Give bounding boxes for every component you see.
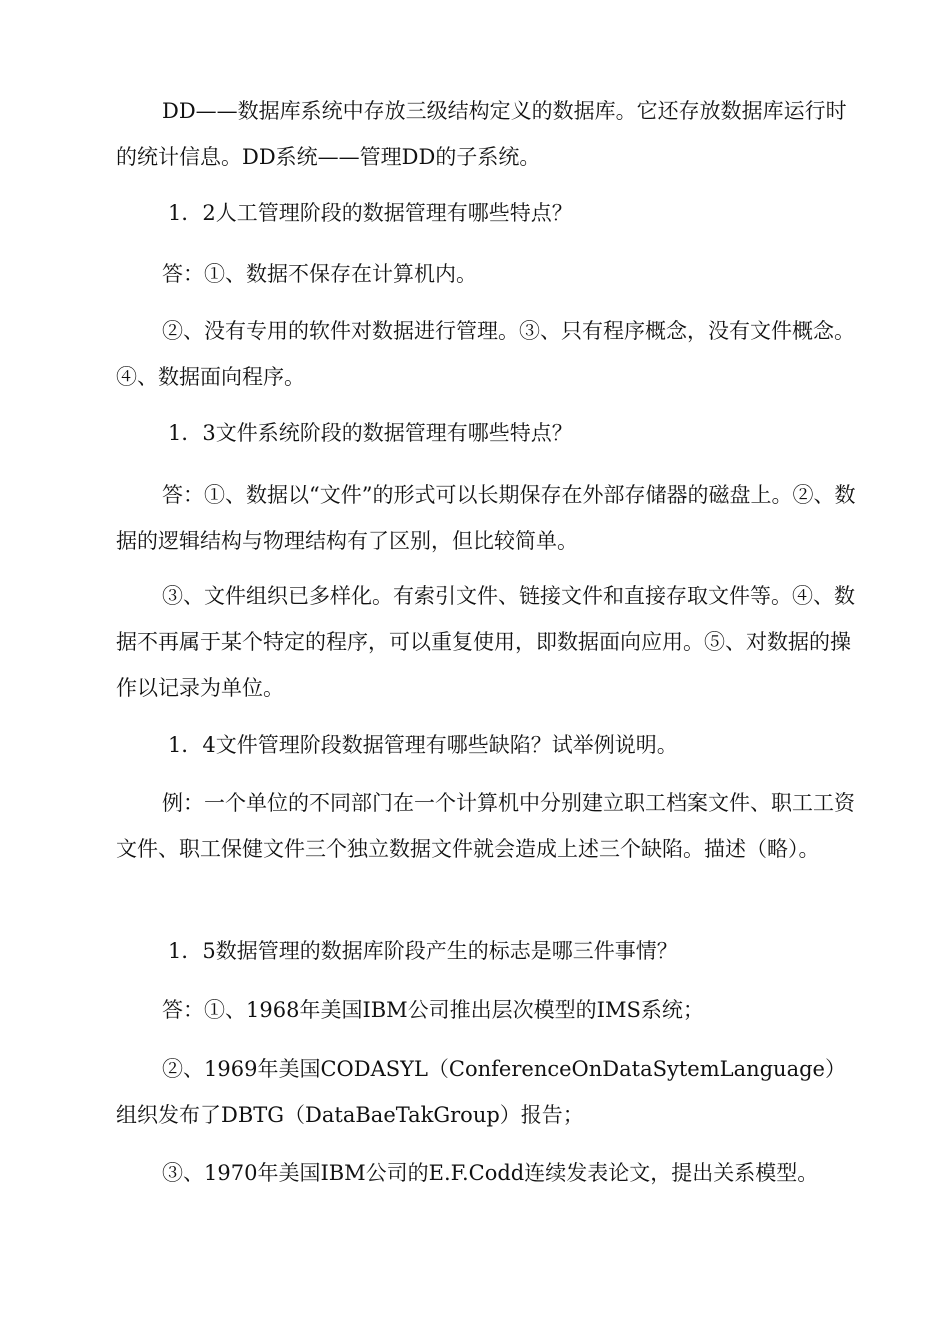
paragraph-answer-1-5-a: 答：①、1968年美国IBM公司推出层次模型的IMS系统； (162, 998, 704, 1022)
question-heading-1-4: 1．4文件管理阶段数据管理有哪些缺陷？试举例说明。 (168, 733, 678, 757)
paragraph-answer-1-2-b: ②、没有专用的软件对数据进行管理。③、只有程序概念，没有文件概念。④、数据面向程序。 (116, 319, 855, 389)
paragraph-answer-1-2-a: 答：①、数据不保存在计算机内。 (162, 262, 477, 286)
question-heading-1-3: 1．3文件系统阶段的数据管理有哪些特点？ (168, 421, 573, 445)
paragraph-example-1-4: 例：一个单位的不同部门在一个计算机中分别建立职工档案文件、职工工资文件、职工保健文件三个独立数据文件就会造成上述三个缺陷。描述（略）。 (116, 791, 855, 861)
paragraph-answer-1-3-a: 答：①、数据以“文件”的形式可以长期保存在外部存储器的磁盘上。②、数据的逻辑结构与物理结构有了区别，但比较简单。 (116, 483, 856, 553)
paragraph-answer-1-5-c: ③、1970年美国IBM公司的E.F.Codd连续发表论文，提出关系模型。 (162, 1161, 819, 1185)
paragraph-answer-1-3-b: ③、文件组织已多样化。有索引文件、链接文件和直接存取文件等。④、数据不再属于某个特定的程序，可以重复使用，即数据面向应用。⑤、对数据的操作以记录为单位。 (116, 584, 855, 700)
question-heading-1-5: 1．5数据管理的数据库阶段产生的标志是哪三件事情？ (168, 939, 678, 963)
question-heading-1-2: 1．2人工管理阶段的数据管理有哪些特点？ (168, 201, 573, 225)
paragraph-dd-definition: DD——数据库系统中存放三级结构定义的数据库。它还存放数据库运行时的统计信息。DD系统——管理DD的子系统。 (116, 99, 847, 169)
paragraph-answer-1-5-b: ②、1969年美国CODASYL（ConferenceOnDataSytemLanguage）组织发布了DBTG（DataBaeTakGroup）报告； (116, 1057, 846, 1127)
